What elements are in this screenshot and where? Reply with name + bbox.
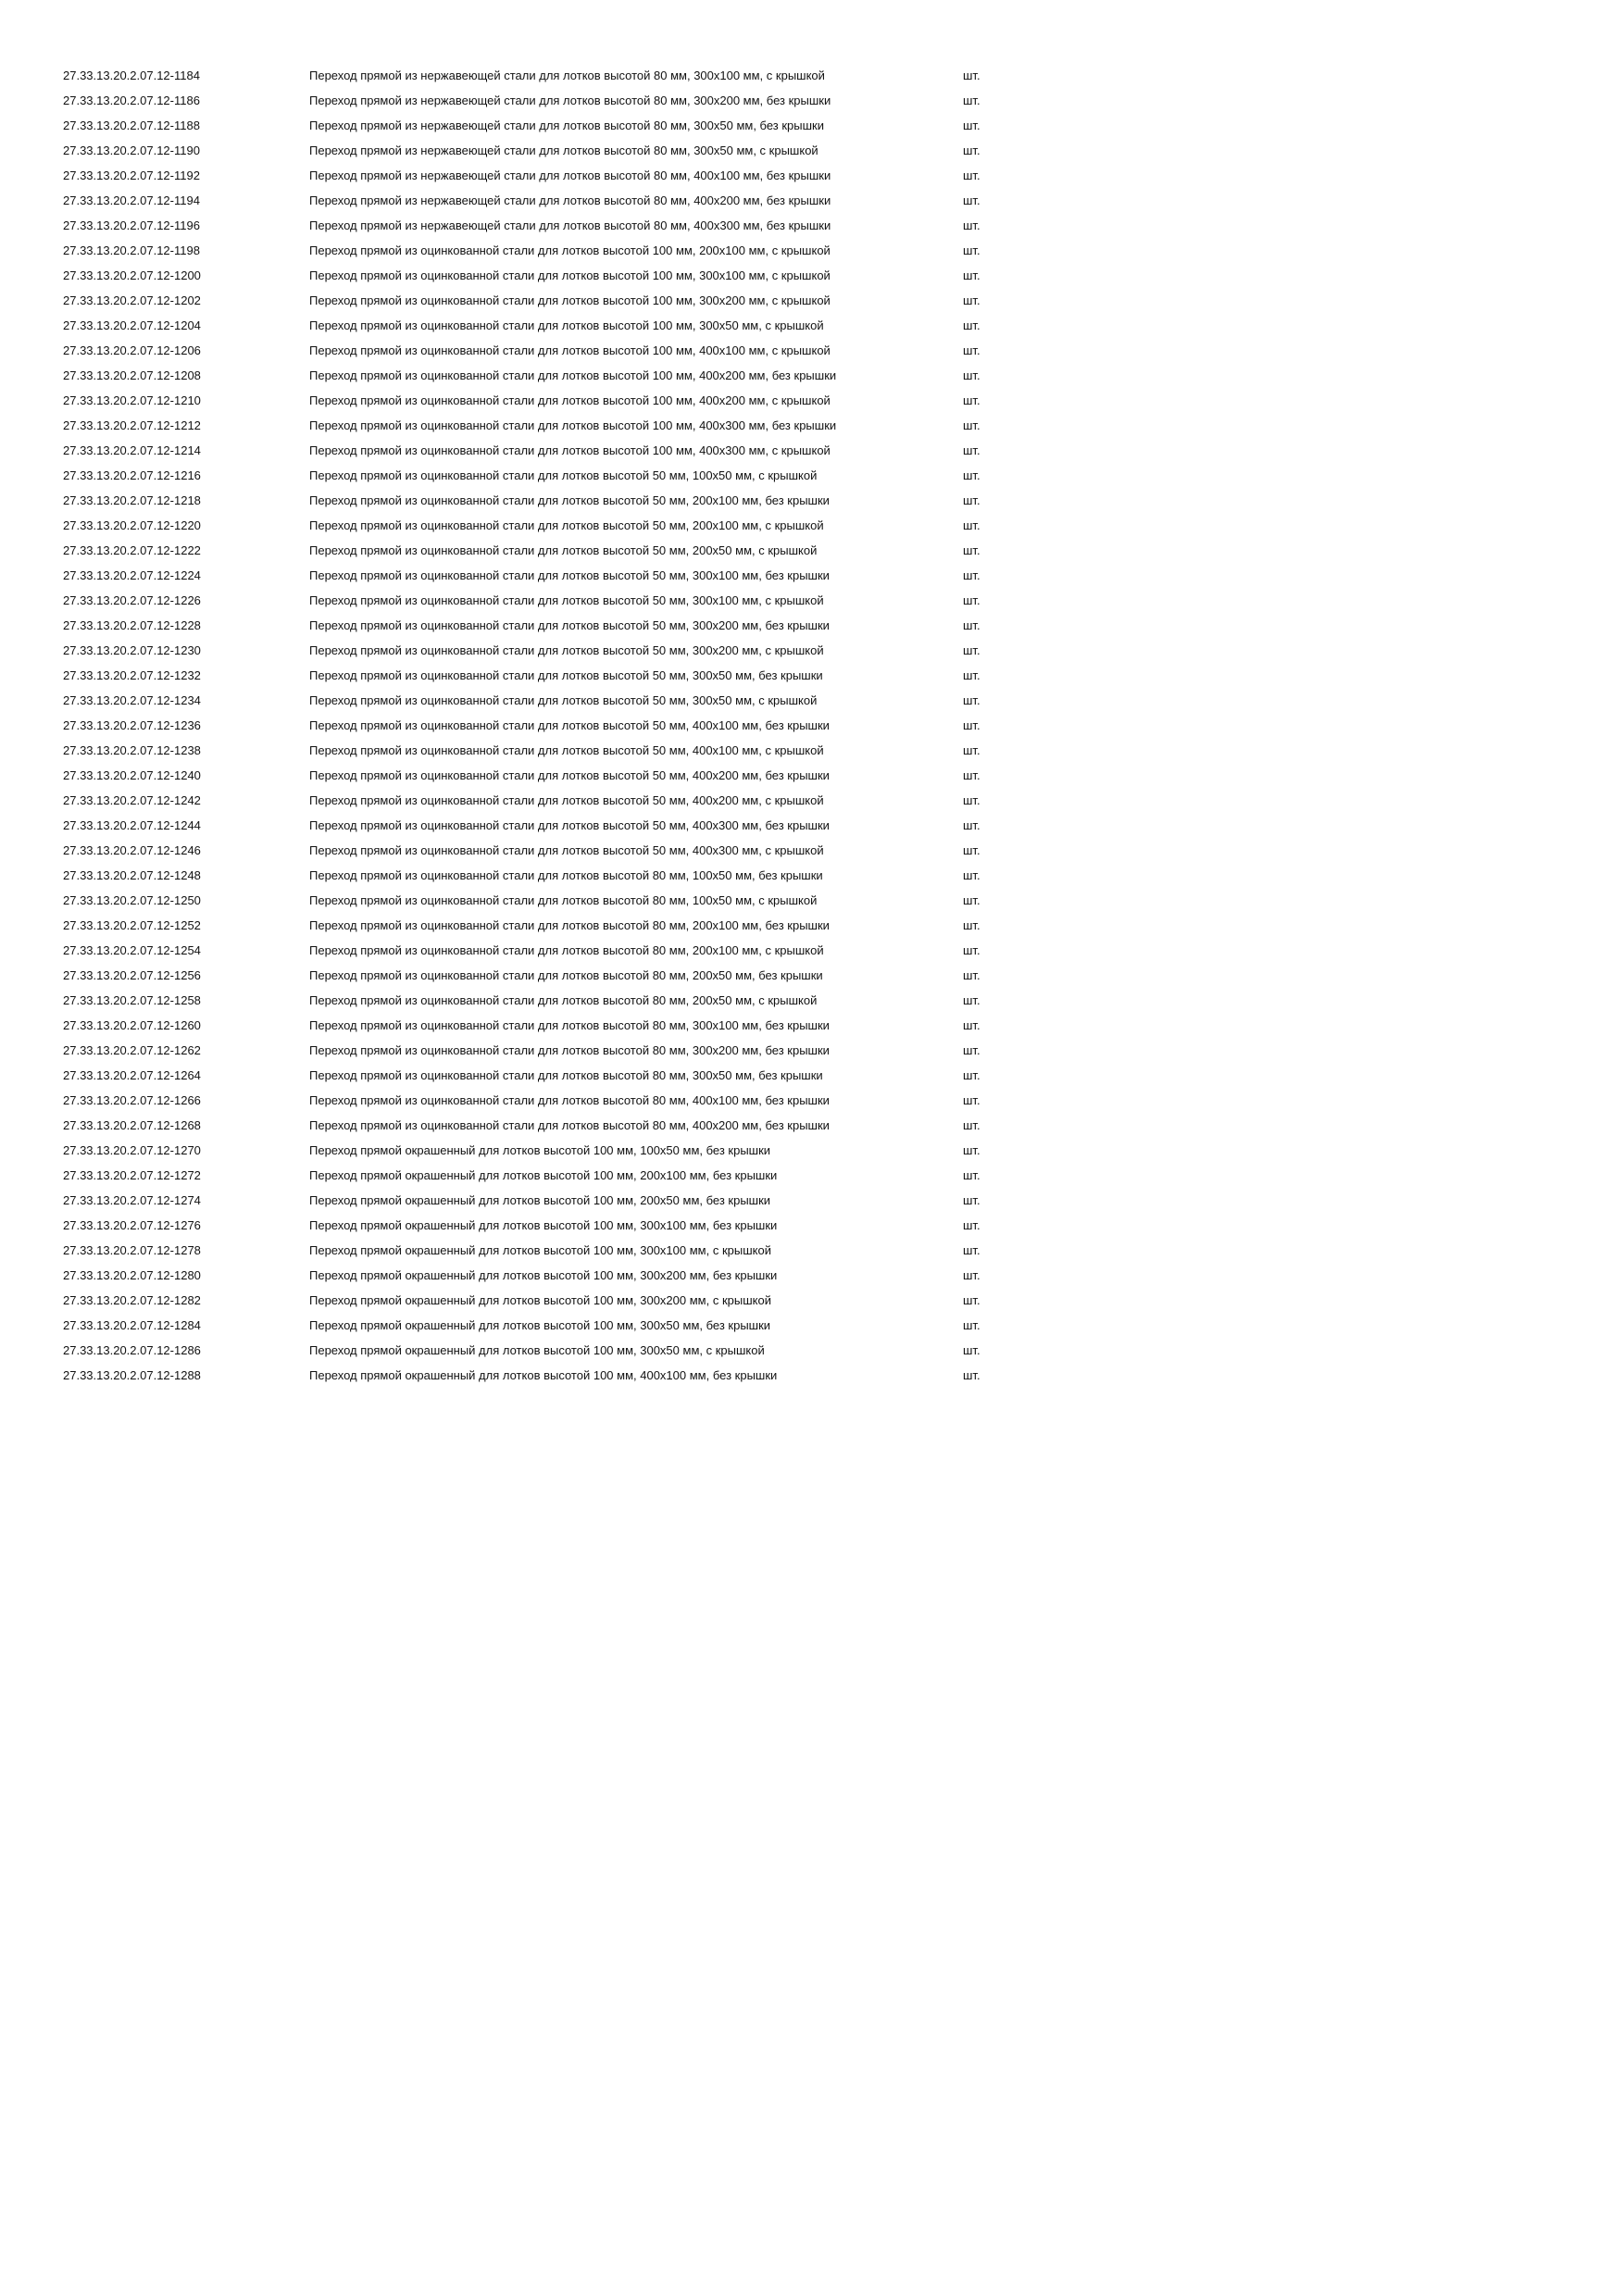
item-code: 27.33.13.20.2.07.12-1202 [63,293,201,307]
item-name: Переход прямой из нержавеющей стали для лотков высотой 80 мм, 400x300 мм, без крышки [309,218,831,232]
item-name: Переход прямой из оцинкованной стали для лотков высотой 100 мм, 300x50 мм, с крышкой [309,318,824,332]
table-row [0,863,1033,888]
item-code: 27.33.13.20.2.07.12-1214 [63,443,201,457]
item-name: Переход прямой из оцинкованной стали для лотков высотой 50 мм, 200x100 мм, без крышки [309,493,830,507]
table-row [0,538,1033,563]
table-row [0,1113,1033,1138]
item-name: Переход прямой из оцинкованной стали для лотков высотой 80 мм, 200x100 мм, с крышкой [309,943,824,957]
item-name: Переход прямой окрашенный для лотков высотой 100 мм, 400x100 мм, без крышки [309,1368,778,1382]
item-code: 27.33.13.20.2.07.12-1206 [63,343,201,357]
item-unit: шт. [963,1318,981,1332]
item-unit: шт. [963,993,981,1007]
table-row [0,963,1033,988]
table-row [0,1338,1033,1363]
item-name: Переход прямой из оцинкованной стали для лотков высотой 50 мм, 200x50 мм, с крышкой [309,543,818,557]
item-unit: шт. [963,1218,981,1232]
table-row [0,1363,1033,1388]
item-code: 27.33.13.20.2.07.12-1192 [63,168,200,182]
item-code: 27.33.13.20.2.07.12-1228 [63,618,201,632]
item-unit: шт. [963,443,981,457]
table-row [0,63,1033,88]
item-code: 27.33.13.20.2.07.12-1246 [63,843,201,857]
item-unit: шт. [963,1368,981,1382]
item-code: 27.33.13.20.2.07.12-1252 [63,918,201,932]
item-unit: шт. [963,1068,981,1082]
item-code: 27.33.13.20.2.07.12-1194 [63,193,200,207]
table-row [0,838,1033,863]
item-unit: шт. [963,543,981,557]
item-unit: шт. [963,1168,981,1182]
item-unit: шт. [963,568,981,582]
table-row [0,1263,1033,1288]
item-name: Переход прямой из оцинкованной стали для лотков высотой 80 мм, 300x50 мм, без крышки [309,1068,823,1082]
item-unit: шт. [963,893,981,907]
item-code: 27.33.13.20.2.07.12-1248 [63,868,201,882]
table-row [0,513,1033,538]
item-code: 27.33.13.20.2.07.12-1282 [63,1293,201,1307]
item-unit: шт. [963,1143,981,1157]
item-code: 27.33.13.20.2.07.12-1212 [63,418,201,432]
table-row [0,1313,1033,1338]
item-name: Переход прямой из нержавеющей стали для лотков высотой 80 мм, 400x200 мм, без крышки [309,193,831,207]
table-row [0,1088,1033,1113]
table-row [0,1238,1033,1263]
item-name: Переход прямой из оцинкованной стали для лотков высотой 50 мм, 200x100 мм, с крышкой [309,518,824,532]
item-name: Переход прямой из оцинкованной стали для лотков высотой 50 мм, 400x100 мм, с крышкой [309,743,824,757]
table-row [0,1038,1033,1063]
item-unit: шт. [963,943,981,957]
item-code: 27.33.13.20.2.07.12-1274 [63,1193,201,1207]
item-name: Переход прямой окрашенный для лотков высотой 100 мм, 200x50 мм, без крышки [309,1193,771,1207]
table-row [0,163,1033,188]
item-unit: шт. [963,94,981,107]
item-unit: шт. [963,69,981,82]
item-name: Переход прямой из оцинкованной стали для лотков высотой 50 мм, 300x100 мм, с крышкой [309,593,824,607]
item-unit: шт. [963,643,981,657]
item-name: Переход прямой из оцинкованной стали для лотков высотой 80 мм, 100x50 мм, без крышки [309,868,823,882]
item-code: 27.33.13.20.2.07.12-1244 [63,818,201,832]
table-row [0,563,1033,588]
item-name: Переход прямой из нержавеющей стали для лотков высотой 80 мм, 300x100 мм, с крышкой [309,69,825,82]
item-name: Переход прямой из оцинкованной стали для лотков высотой 50 мм, 300x100 мм, без крышки [309,568,830,582]
item-code: 27.33.13.20.2.07.12-1250 [63,893,201,907]
item-unit: шт. [963,1343,981,1357]
item-unit: шт. [963,468,981,482]
item-unit: шт. [963,1118,981,1132]
item-code: 27.33.13.20.2.07.12-1230 [63,643,201,657]
table-row [0,1138,1033,1163]
item-code: 27.33.13.20.2.07.12-1262 [63,1043,201,1057]
item-name: Переход прямой из оцинкованной стали для лотков высотой 50 мм, 300x200 мм, без крышки [309,618,830,632]
item-code: 27.33.13.20.2.07.12-1260 [63,1018,201,1032]
table-row [0,1288,1033,1313]
item-code: 27.33.13.20.2.07.12-1224 [63,568,201,582]
item-code: 27.33.13.20.2.07.12-1210 [63,393,201,407]
item-name: Переход прямой из оцинкованной стали для лотков высотой 50 мм, 300x50 мм, с крышкой [309,693,818,707]
item-code: 27.33.13.20.2.07.12-1242 [63,793,201,807]
item-unit: шт. [963,1043,981,1057]
item-name: Переход прямой окрашенный для лотков высотой 100 мм, 300x200 мм, с крышкой [309,1293,771,1307]
item-code: 27.33.13.20.2.07.12-1254 [63,943,201,957]
item-code: 27.33.13.20.2.07.12-1284 [63,1318,201,1332]
item-code: 27.33.13.20.2.07.12-1198 [63,243,200,257]
item-code: 27.33.13.20.2.07.12-1216 [63,468,201,482]
table-row [0,763,1033,788]
item-code: 27.33.13.20.2.07.12-1268 [63,1118,201,1132]
table-row [0,938,1033,963]
item-code: 27.33.13.20.2.07.12-1190 [63,144,200,157]
item-name: Переход прямой из оцинкованной стали для лотков высотой 80 мм, 300x100 мм, без крышки [309,1018,830,1032]
item-name: Переход прямой окрашенный для лотков высотой 100 мм, 300x100 мм, с крышкой [309,1243,771,1257]
table-row [0,913,1033,938]
item-code: 27.33.13.20.2.07.12-1258 [63,993,201,1007]
table-row [0,338,1033,363]
table-row [0,488,1033,513]
item-code: 27.33.13.20.2.07.12-1234 [63,693,201,707]
item-unit: шт. [963,343,981,357]
item-code: 27.33.13.20.2.07.12-1222 [63,543,201,557]
table-row [0,463,1033,488]
item-code: 27.33.13.20.2.07.12-1276 [63,1218,201,1232]
table-row [0,113,1033,138]
item-unit: шт. [963,1093,981,1107]
item-unit: шт. [963,593,981,607]
table-row [0,188,1033,213]
price-list-table [0,63,1033,1388]
table-row [0,1163,1033,1188]
item-name: Переход прямой из оцинкованной стали для лотков высотой 100 мм, 400x300 мм, без крышки [309,418,837,432]
item-code: 27.33.13.20.2.07.12-1236 [63,718,201,732]
item-unit: шт. [963,1018,981,1032]
item-unit: шт. [963,193,981,207]
item-name: Переход прямой из оцинкованной стали для лотков высотой 100 мм, 400x200 мм, с крышкой [309,393,831,407]
table-row [0,363,1033,388]
item-name: Переход прямой из оцинкованной стали для лотков высотой 80 мм, 100x50 мм, с крышкой [309,893,818,907]
table-row [0,263,1033,288]
item-code: 27.33.13.20.2.07.12-1186 [63,94,200,107]
table-row [0,663,1033,688]
table-row [0,1013,1033,1038]
item-unit: шт. [963,493,981,507]
item-unit: шт. [963,968,981,982]
item-code: 27.33.13.20.2.07.12-1204 [63,318,201,332]
item-code: 27.33.13.20.2.07.12-1280 [63,1268,201,1282]
item-unit: шт. [963,793,981,807]
item-name: Переход прямой из оцинкованной стали для лотков высотой 50 мм, 400x200 мм, с крышкой [309,793,824,807]
item-name: Переход прямой из оцинкованной стали для лотков высотой 50 мм, 300x50 мм, без крышки [309,668,823,682]
item-code: 27.33.13.20.2.07.12-1266 [63,1093,201,1107]
table-row [0,638,1033,663]
item-unit: шт. [963,693,981,707]
item-unit: шт. [963,318,981,332]
item-name: Переход прямой из оцинкованной стали для лотков высотой 50 мм, 400x300 мм, без крышки [309,818,830,832]
item-name: Переход прямой из нержавеющей стали для лотков высотой 80 мм, 300x200 мм, без крышки [309,94,831,107]
table-row [0,88,1033,113]
table-row [0,238,1033,263]
item-unit: шт. [963,718,981,732]
item-name: Переход прямой из оцинкованной стали для лотков высотой 50 мм, 400x300 мм, с крышкой [309,843,824,857]
item-code: 27.33.13.20.2.07.12-1188 [63,119,200,132]
table-row [0,713,1033,738]
table-row [0,138,1033,163]
item-code: 27.33.13.20.2.07.12-1184 [63,69,200,82]
item-unit: шт. [963,1268,981,1282]
item-code: 27.33.13.20.2.07.12-1272 [63,1168,201,1182]
item-unit: шт. [963,768,981,782]
table-row [0,788,1033,813]
item-name: Переход прямой окрашенный для лотков высотой 100 мм, 200x100 мм, без крышки [309,1168,778,1182]
item-name: Переход прямой из оцинкованной стали для лотков высотой 80 мм, 200x50 мм, с крышкой [309,993,818,1007]
item-unit: шт. [963,243,981,257]
item-name: Переход прямой из оцинкованной стали для лотков высотой 100 мм, 200x100 мм, с крышкой [309,243,831,257]
item-unit: шт. [963,918,981,932]
item-code: 27.33.13.20.2.07.12-1218 [63,493,201,507]
item-unit: шт. [963,818,981,832]
item-name: Переход прямой окрашенный для лотков высотой 100 мм, 100x50 мм, без крышки [309,1143,771,1157]
item-name: Переход прямой из оцинкованной стали для лотков высотой 100 мм, 400x300 мм, с крышкой [309,443,831,457]
table-row [0,988,1033,1013]
table-row [0,413,1033,438]
item-name: Переход прямой окрашенный для лотков высотой 100 мм, 300x100 мм, без крышки [309,1218,778,1232]
table-row [0,438,1033,463]
item-unit: шт. [963,843,981,857]
table-row [0,888,1033,913]
item-name: Переход прямой из оцинкованной стали для лотков высотой 80 мм, 400x100 мм, без крышки [309,1093,830,1107]
item-name: Переход прямой окрашенный для лотков высотой 100 мм, 300x200 мм, без крышки [309,1268,778,1282]
item-code: 27.33.13.20.2.07.12-1270 [63,1143,201,1157]
item-code: 27.33.13.20.2.07.12-1200 [63,268,201,282]
table-row [0,588,1033,613]
table-row [0,313,1033,338]
table-row [0,1213,1033,1238]
table-row [0,1188,1033,1213]
item-name: Переход прямой из нержавеющей стали для лотков высотой 80 мм, 400x100 мм, без крышки [309,168,831,182]
item-name: Переход прямой из оцинкованной стали для лотков высотой 80 мм, 200x100 мм, без крышки [309,918,830,932]
item-code: 27.33.13.20.2.07.12-1240 [63,768,201,782]
item-code: 27.33.13.20.2.07.12-1288 [63,1368,201,1382]
table-row [0,1063,1033,1088]
table-row [0,388,1033,413]
item-code: 27.33.13.20.2.07.12-1196 [63,218,200,232]
item-unit: шт. [963,1243,981,1257]
table-row [0,288,1033,313]
item-name: Переход прямой из оцинкованной стали для лотков высотой 100 мм, 300x100 мм, с крышкой [309,268,831,282]
item-name: Переход прямой из оцинкованной стали для лотков высотой 50 мм, 400x200 мм, без крышки [309,768,830,782]
item-code: 27.33.13.20.2.07.12-1278 [63,1243,201,1257]
item-unit: шт. [963,268,981,282]
table-row [0,738,1033,763]
table-row [0,813,1033,838]
item-name: Переход прямой из оцинкованной стали для лотков высотой 100 мм, 400x200 мм, без крышки [309,368,837,382]
table-row [0,213,1033,238]
item-code: 27.33.13.20.2.07.12-1238 [63,743,201,757]
item-unit: шт. [963,743,981,757]
item-unit: шт. [963,418,981,432]
item-name: Переход прямой окрашенный для лотков высотой 100 мм, 300x50 мм, с крышкой [309,1343,765,1357]
item-unit: шт. [963,1193,981,1207]
item-unit: шт. [963,868,981,882]
item-code: 27.33.13.20.2.07.12-1208 [63,368,201,382]
item-unit: шт. [963,618,981,632]
item-code: 27.33.13.20.2.07.12-1232 [63,668,201,682]
item-code: 27.33.13.20.2.07.12-1264 [63,1068,201,1082]
item-unit: шт. [963,119,981,132]
item-name: Переход прямой из оцинкованной стали для лотков высотой 50 мм, 300x200 мм, с крышкой [309,643,824,657]
item-name: Переход прямой из нержавеющей стали для лотков высотой 80 мм, 300x50 мм, без крышки [309,119,825,132]
item-unit: шт. [963,144,981,157]
item-code: 27.33.13.20.2.07.12-1286 [63,1343,201,1357]
item-unit: шт. [963,668,981,682]
item-name: Переход прямой из оцинкованной стали для лотков высотой 80 мм, 300x200 мм, без крышки [309,1043,830,1057]
item-code: 27.33.13.20.2.07.12-1256 [63,968,201,982]
table-row [0,688,1033,713]
item-name: Переход прямой из оцинкованной стали для лотков высотой 100 мм, 400x100 мм, с крышкой [309,343,831,357]
item-name: Переход прямой из оцинкованной стали для лотков высотой 50 мм, 400x100 мм, без крышки [309,718,830,732]
item-name: Переход прямой из оцинкованной стали для лотков высотой 80 мм, 400x200 мм, без крышки [309,1118,830,1132]
item-name: Переход прямой из нержавеющей стали для лотков высотой 80 мм, 300x50 мм, с крышкой [309,144,818,157]
item-unit: шт. [963,1293,981,1307]
table-row [0,613,1033,638]
item-name: Переход прямой окрашенный для лотков высотой 100 мм, 300x50 мм, без крышки [309,1318,771,1332]
item-code: 27.33.13.20.2.07.12-1220 [63,518,201,532]
item-unit: шт. [963,218,981,232]
item-unit: шт. [963,368,981,382]
item-unit: шт. [963,293,981,307]
item-name: Переход прямой из оцинкованной стали для лотков высотой 100 мм, 300x200 мм, с крышкой [309,293,831,307]
item-code: 27.33.13.20.2.07.12-1226 [63,593,201,607]
item-name: Переход прямой из оцинкованной стали для лотков высотой 50 мм, 100x50 мм, с крышкой [309,468,818,482]
item-unit: шт. [963,168,981,182]
item-name: Переход прямой из оцинкованной стали для лотков высотой 80 мм, 200x50 мм, без крышки [309,968,823,982]
item-unit: шт. [963,393,981,407]
item-unit: шт. [963,518,981,532]
